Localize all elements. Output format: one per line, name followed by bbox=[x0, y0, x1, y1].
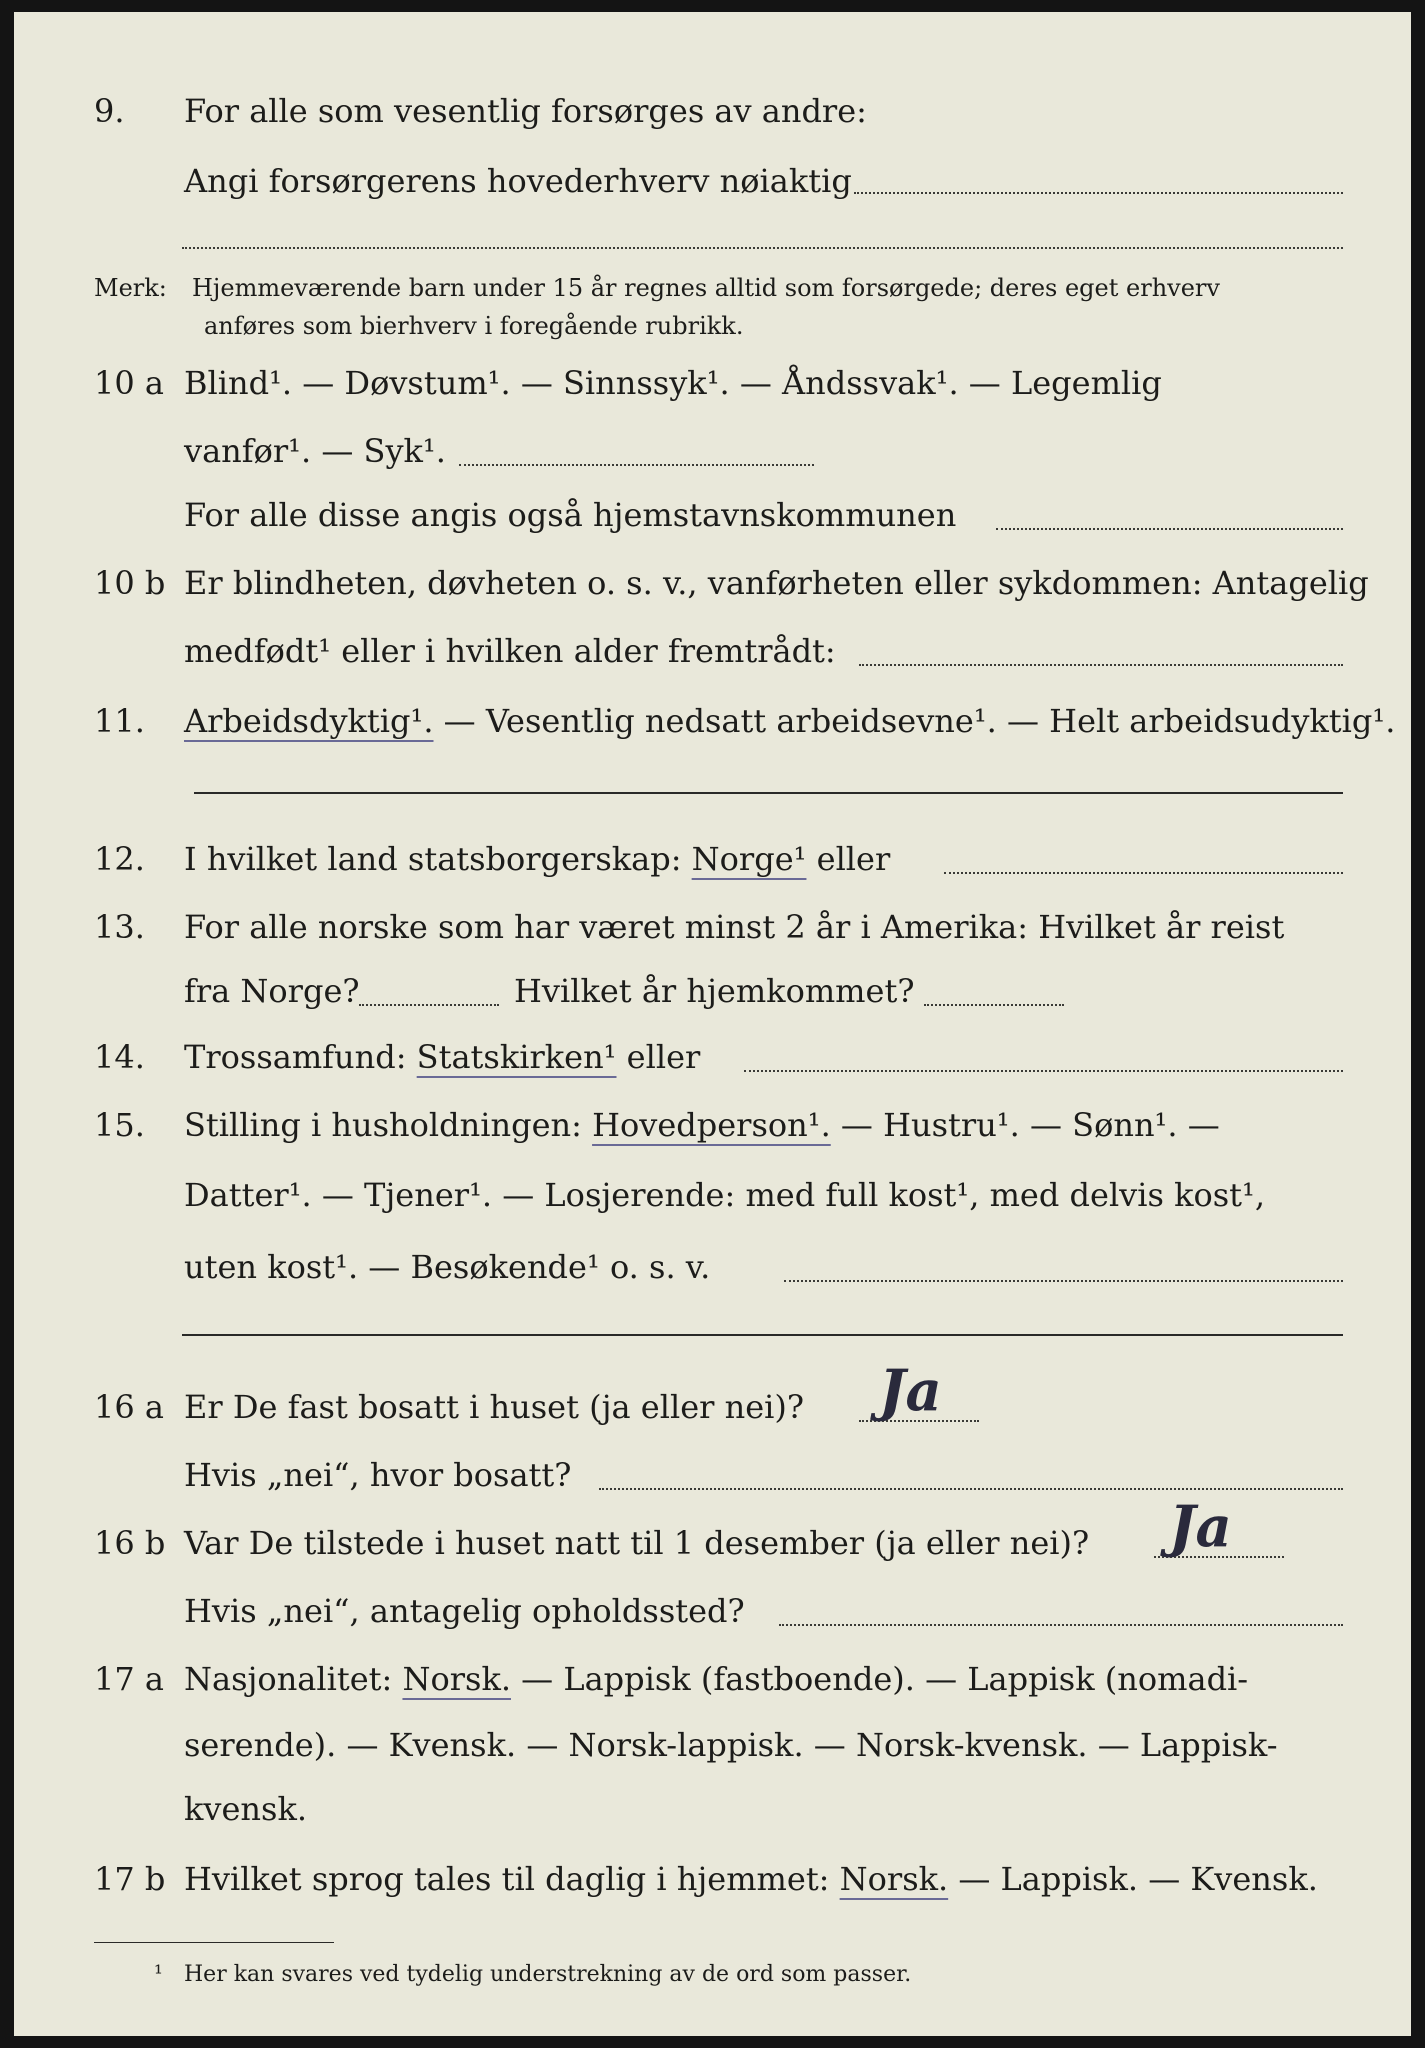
q15-divider bbox=[182, 1334, 1343, 1336]
q17a-number: 17 a bbox=[94, 1660, 164, 1698]
q15-number: 15. bbox=[94, 1106, 145, 1144]
q12-pre: I hvilket land statsborgerskap: bbox=[184, 840, 692, 878]
q14-number: 14. bbox=[94, 1038, 145, 1076]
footnote-separator bbox=[94, 1942, 334, 1943]
q9-text: For alle som vesentlig forsørges av andre: bbox=[184, 92, 867, 130]
q13-number: 13. bbox=[94, 908, 145, 946]
q15-answer-field[interactable] bbox=[784, 1280, 1343, 1282]
q17a-selected-option[interactable]: Norsk. bbox=[402, 1660, 511, 1698]
q17a-text2: serende). — Kvensk. — Norsk-lappisk. — Norsk-kvensk. — Lappisk- bbox=[184, 1726, 1278, 1764]
q16a-text1: Er De fast bosatt i huset (ja eller nei)? bbox=[184, 1388, 805, 1426]
q17a-pre: Nasjonalitet: bbox=[184, 1660, 403, 1698]
q11-rest: — Vesentlig nedsatt arbeidsevne¹. — Helt arbeidsudyktig¹. bbox=[433, 702, 1396, 740]
q15-text1 bbox=[184, 1106, 1220, 1144]
q14-post: eller bbox=[616, 1038, 701, 1076]
q9-answer-field[interactable] bbox=[854, 192, 1343, 194]
q14-pre: Trossamfund: bbox=[184, 1038, 417, 1076]
q17a-text3: kvensk. bbox=[184, 1790, 307, 1828]
q13-departure-field[interactable] bbox=[359, 1004, 499, 1006]
q17b-selected-option[interactable]: Norsk. bbox=[839, 1860, 949, 1898]
q17b-text bbox=[184, 1860, 1318, 1898]
q16b-stay-field[interactable] bbox=[779, 1624, 1343, 1626]
q16a-handwritten-answer: Ja bbox=[879, 1358, 942, 1424]
merk-label: Merk: bbox=[94, 274, 167, 302]
q9-answer-field-2[interactable] bbox=[182, 247, 1343, 249]
q15-post: — Hustru¹. — Sønn¹. — bbox=[830, 1106, 1220, 1144]
q14-selected-option[interactable]: Statskirken¹ bbox=[416, 1038, 617, 1076]
q12-text bbox=[184, 840, 890, 878]
merk-text1: Hjemmeværende barn under 15 år regnes alltid som forsørgede; deres eget erhverv bbox=[192, 274, 1220, 302]
q16b-handwritten-answer: Ja bbox=[1169, 1494, 1232, 1560]
q13-text1: For alle norske som har været minst 2 år i Amerika: Hvilket år reist bbox=[184, 908, 1285, 946]
footnote-text: Her kan svares ved tydelig understrekning av de ord som passer. bbox=[184, 1962, 912, 1987]
q12-post: eller bbox=[806, 840, 891, 878]
q12-number: 12. bbox=[94, 840, 145, 878]
q17b-number: 17 b bbox=[94, 1860, 166, 1898]
q9-number: 9. bbox=[94, 92, 125, 130]
q13-return-field[interactable] bbox=[924, 1004, 1064, 1006]
q15-text2: Datter¹. — Tjener¹. — Losjerende: med full kost¹, med delvis kost¹, bbox=[184, 1176, 1266, 1214]
q17a-text1 bbox=[184, 1660, 1248, 1698]
q16a-residence-field[interactable] bbox=[599, 1488, 1343, 1490]
q15-text3: uten kost¹. — Besøkende¹ o. s. v. bbox=[184, 1248, 711, 1286]
q13-text2a: fra Norge? bbox=[184, 972, 360, 1010]
q15-selected-option[interactable]: Hovedperson¹. bbox=[592, 1106, 831, 1144]
q13-text2b: Hvilket år hjemkommet? bbox=[514, 972, 915, 1010]
q10b-text2: medfødt¹ eller i hvilken alder fremtrådt: bbox=[184, 632, 836, 670]
q16b-number: 16 b bbox=[94, 1524, 166, 1562]
q11-text bbox=[184, 702, 1395, 740]
q10a-text1: Blind¹. — Døvstum¹. — Sinnssyk¹. — Åndssvak¹. — Legemlig bbox=[184, 364, 1162, 402]
q16a-number: 16 a bbox=[94, 1388, 164, 1426]
q9-occupation-label: Angi forsørgerens hovederhverv nøiaktig bbox=[184, 162, 852, 200]
q14-text bbox=[184, 1038, 700, 1076]
q10a-answer-field[interactable] bbox=[459, 464, 814, 466]
q12-selected-option[interactable]: Norge¹ bbox=[691, 840, 807, 878]
q17a-post: — Lappisk (fastboende). — Lappisk (nomadi- bbox=[511, 1660, 1249, 1698]
q11-number: 11. bbox=[94, 702, 145, 740]
q12-answer-field[interactable] bbox=[944, 872, 1343, 874]
q10b-text1: Er blindheten, døvheten o. s. v., vanførheten eller sykdommen: Antagelig bbox=[184, 564, 1369, 602]
census-form-page bbox=[14, 12, 1411, 2036]
q16a-text2: Hvis „nei“, hvor bosatt? bbox=[184, 1456, 572, 1494]
q14-answer-field[interactable] bbox=[744, 1070, 1343, 1072]
merk-text2: anføres som bierhverv i foregående rubrikk. bbox=[204, 312, 744, 340]
q10a-municipality-field[interactable] bbox=[996, 528, 1343, 530]
q11-selected-option[interactable]: Arbeidsdyktig¹. bbox=[184, 702, 434, 740]
q16b-text2: Hvis „nei“, antagelig opholdssted? bbox=[184, 1592, 745, 1630]
q11-divider bbox=[194, 792, 1343, 794]
q15-pre: Stilling i husholdningen: bbox=[184, 1106, 593, 1144]
q10b-number: 10 b bbox=[94, 564, 166, 602]
q10a-text3: For alle disse angis også hjemstavnskommunen bbox=[184, 496, 957, 534]
q10b-answer-field[interactable] bbox=[859, 664, 1343, 666]
footnote-mark: ¹ bbox=[154, 1962, 163, 1987]
q16b-text1: Var De tilstede i huset natt til 1 desember (ja eller nei)? bbox=[184, 1524, 1090, 1562]
q17b-pre: Hvilket sprog tales til daglig i hjemmet: bbox=[184, 1860, 840, 1898]
q17b-post: — Lappisk. — Kvensk. bbox=[948, 1860, 1318, 1898]
q10a-number: 10 a bbox=[94, 364, 164, 402]
q10a-text2: vanfør¹. — Syk¹. bbox=[184, 432, 446, 470]
